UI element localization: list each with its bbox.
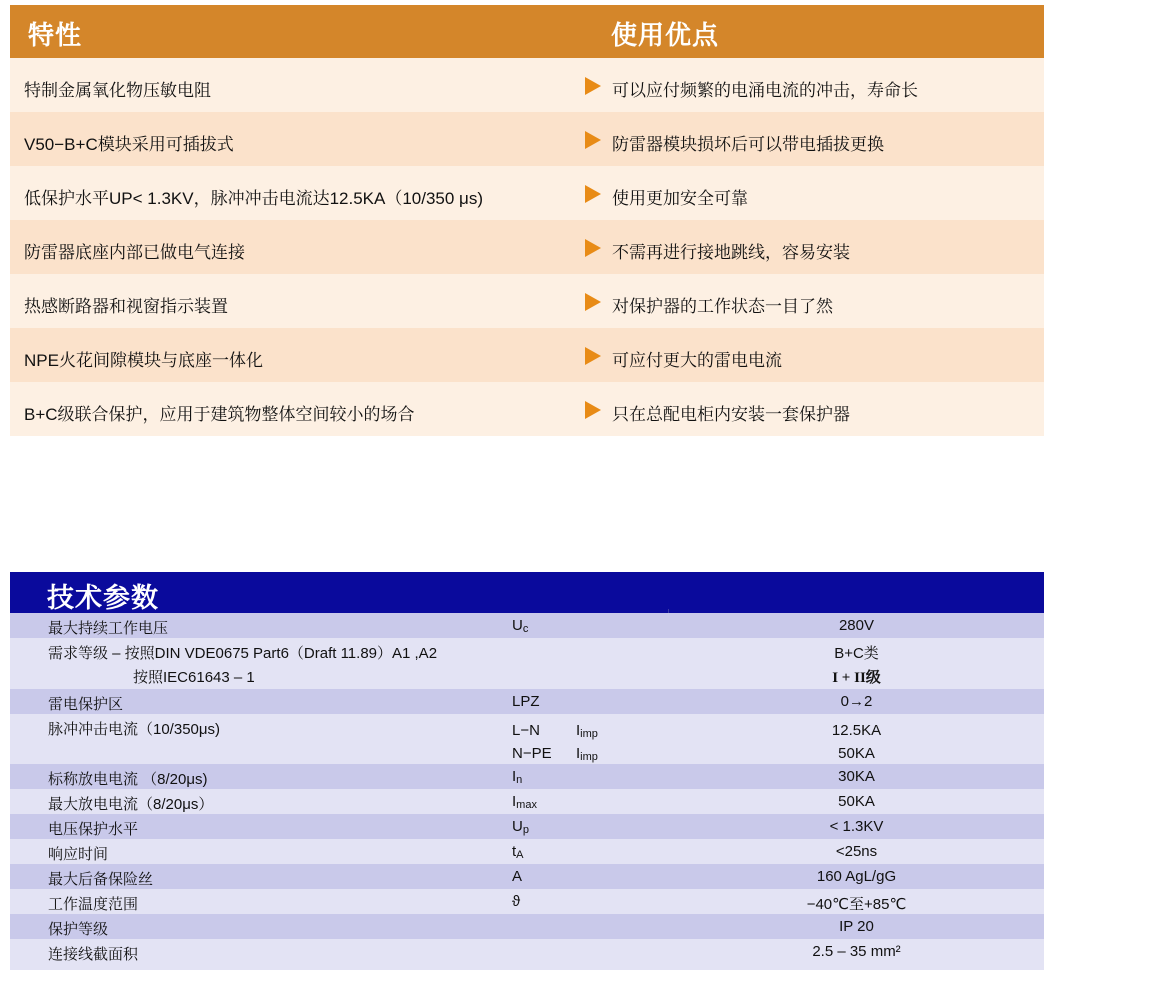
play-arrow-icon [585,293,601,311]
param-symbol [512,818,529,836]
table-row [10,789,1044,814]
table-row [10,914,1044,939]
param-value: 30KA [838,768,875,785]
table-row [10,764,1044,789]
benefit-text: 对保护器的工作状态一目了然 [612,297,833,316]
play-arrow-icon [585,239,601,257]
symbol-sub: max [516,799,537,811]
feature-text: V50−B+C模块采用可插拔式 [24,135,234,154]
play-arrow-icon [585,77,601,95]
benefit-text: 不需再进行接地跳线，容易安装 [612,243,850,262]
feature-row [10,166,1044,220]
param-label-sub: 按照IEC61643 – 1 [133,669,255,686]
symbol-sub: p [522,824,529,836]
benefit-text: 只在总配电柜内安装一套保护器 [612,405,850,424]
param-value: 160 AgL/gG [816,868,897,885]
symbol-sub: A [516,849,524,861]
param-label: 标称放电电流 （8/20μs) [48,771,208,788]
feature-text: 低保护水平UP< 1.3KV，脉冲冲击电流达12.5KA（10/350 μs) [24,189,484,208]
feature-text: 特制金属氧化物压敏电阻 [24,81,211,100]
param-value: −40℃至+85℃ [806,896,907,913]
param-label: 工作温度范围 [48,896,139,913]
param-symbol [512,793,537,811]
param-symbol: ϑ [512,893,521,910]
symbol-main: t [512,843,517,860]
play-arrow-icon [585,131,601,149]
table-row [10,889,1044,914]
param-label: 连接线截面积 [48,946,139,963]
feature-row [10,58,1044,112]
param-value: 50KA [838,745,875,762]
param-symbol [512,843,524,861]
symbol-sub: c [522,623,529,635]
symbol-sub: imp [580,728,598,740]
table-row [10,814,1044,839]
play-arrow-icon [585,185,601,203]
param-value: <25ns [835,843,878,860]
symbol-sub: imp [580,751,598,763]
symbol-main: I [576,745,581,762]
symbol-main: I [512,768,517,785]
param-line: N−PE [512,745,552,762]
feature-row [10,112,1044,166]
tech-params-table [10,572,1044,970]
symbol-main: I [512,793,517,810]
table-row [10,638,1044,689]
feature-text: 防雷器底座内部已做电气连接 [24,243,245,262]
table-row [10,939,1044,970]
param-value: 2.5 – 35 mm² [812,943,901,960]
feature-text: NPE火花间隙模块与底座一体化 [24,351,263,370]
symbol-sub: n [516,774,523,786]
benefit-text: 可以应付频繁的电涌电流的冲击，寿命长 [612,81,918,100]
param-value: 280V [838,617,875,634]
feature-row [10,328,1044,382]
tech-params-title: 技术参数 [47,583,159,613]
table-row [10,613,1044,638]
symbol-main: U [512,818,523,835]
param-value: B+C类 [834,645,879,662]
play-arrow-icon [585,347,601,365]
param-label: 响应时间 [48,846,109,863]
param-value: < 1.3KV [829,818,884,835]
param-line: L−N [512,722,540,739]
benefit-text: 可应付更大的雷电电流 [612,351,782,370]
param-value: I + II级 [832,670,881,686]
table-row [10,689,1044,714]
tech-params-header [10,572,1044,613]
param-value: 12.5KA [831,722,882,739]
feature-text: 热感断路器和视窗指示装置 [24,297,228,316]
param-symbol [512,617,528,635]
param-symbol [576,722,598,740]
feature-row [10,220,1044,274]
param-symbol: LPZ [512,693,540,710]
param-label: 需求等级 – 按照DIN VDE0675 Part6（Draft 11.89）A1 ,A2 [48,645,438,662]
symbol-main: U [512,617,523,634]
param-label: 最大放电电流（8/20μs） [48,796,214,813]
param-value: IP 20 [839,918,874,935]
features-header-right: 使用优点 [611,20,720,50]
play-arrow-icon [585,401,601,419]
feature-row [10,382,1044,436]
symbol-main: I [576,722,581,739]
param-symbol [512,768,522,786]
features-header [10,5,1044,58]
param-symbol [576,745,598,763]
param-label: 保护等级 [48,921,109,938]
param-symbol: A [512,868,523,885]
benefit-text: 防雷器模块损坏后可以带电插拔更换 [612,135,884,154]
tech-params-body [10,613,1044,970]
table-row [10,864,1044,889]
feature-text: B+C级联合保护，应用于建筑物整体空间较小的场合 [24,405,415,424]
features-table [10,5,1044,436]
param-label: 最大持续工作电压 [48,620,169,637]
benefit-text: 使用更加安全可靠 [612,189,748,208]
feature-row [10,274,1044,328]
param-label: 最大后备保险丝 [48,871,154,888]
param-value: 50KA [838,793,875,810]
param-value: 0→2 [840,693,873,710]
param-label: 脉冲冲击电流（10/350μs) [48,721,221,738]
features-header-left: 特性 [28,20,83,50]
table-row [10,714,1044,764]
param-label: 电压保护水平 [48,821,139,838]
param-label: 雷电保护区 [48,696,124,713]
table-row [10,839,1044,864]
